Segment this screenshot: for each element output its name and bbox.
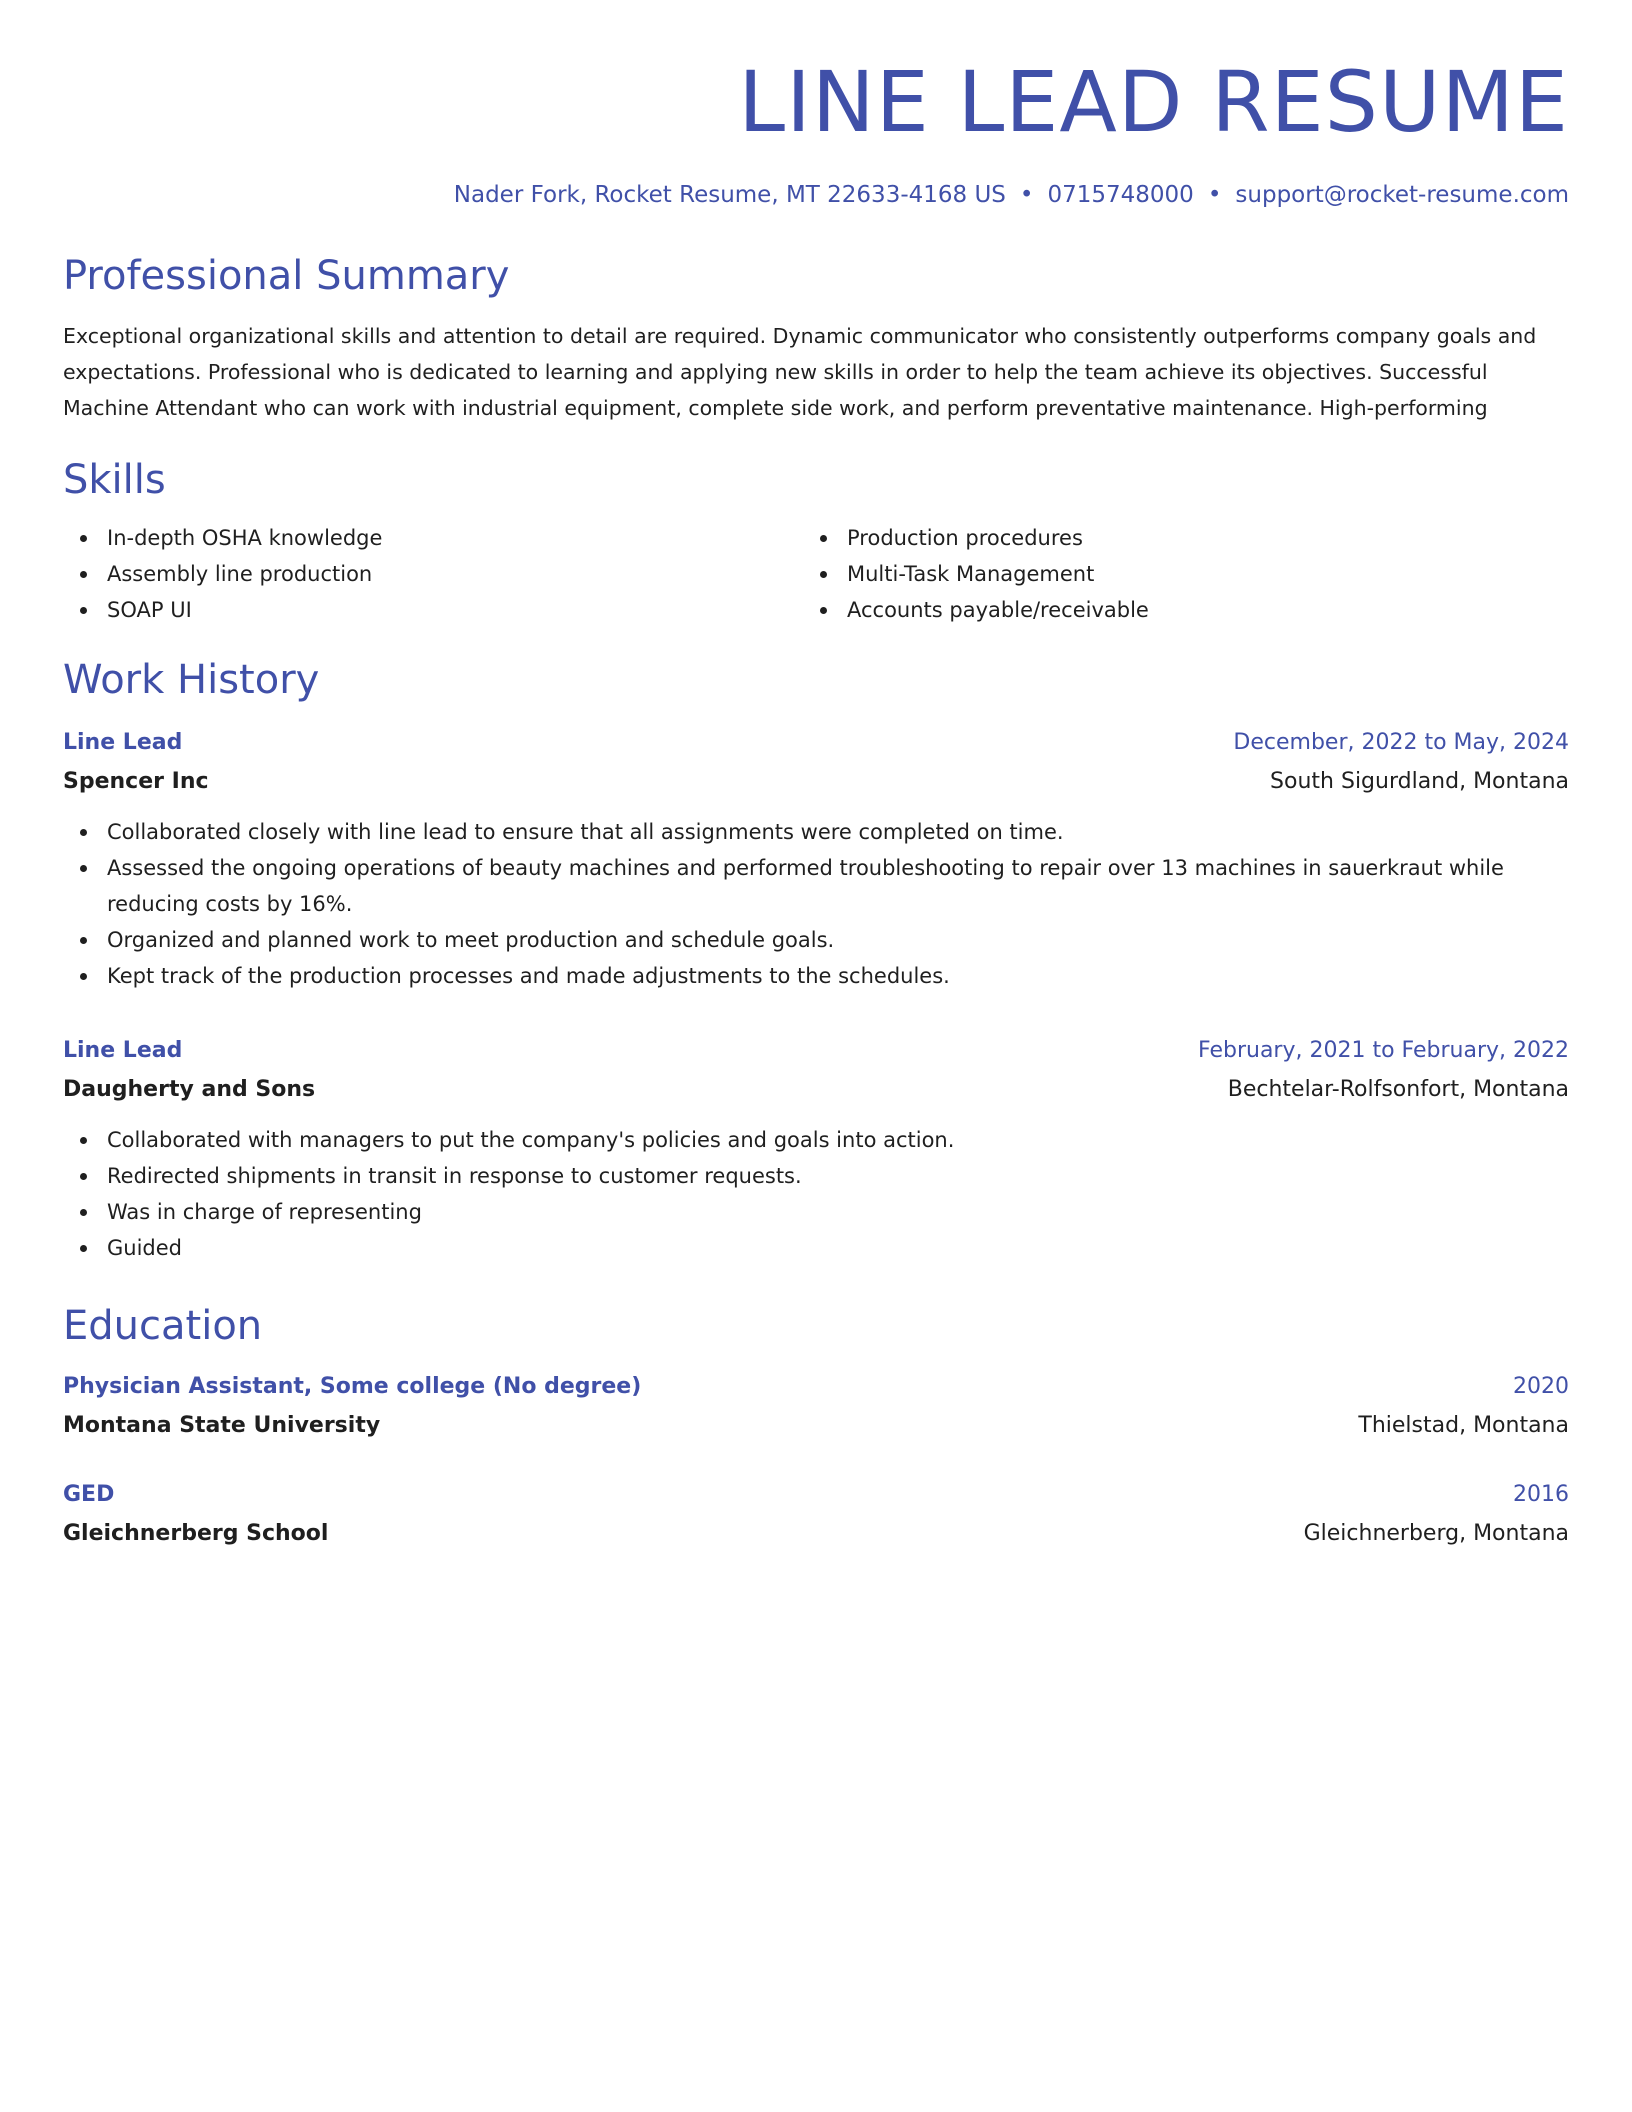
job-bullet: Redirected shipments in transit in response to customer requests. bbox=[63, 1158, 1569, 1194]
resume-title: LINE LEAD RESUME bbox=[738, 53, 1569, 151]
job-bullet: Guided bbox=[63, 1230, 1569, 1266]
skill-item: SOAP UI bbox=[63, 592, 803, 628]
education-location: Gleichnerberg, Montana bbox=[1303, 1521, 1569, 1546]
job-location: Bechtelar-Rolfsonfort, Montana bbox=[1227, 1077, 1569, 1102]
contact-line bbox=[63, 178, 1569, 212]
education-school: Gleichnerberg School bbox=[63, 1521, 329, 1546]
summary-text: Exceptional organizational skills and attention to detail are required. Dynamic communicator who consistently outperforms company goals and expectations. Professional who is dedicated to learning and applying new skills in order to help the team achieve its objectives. Successful Machine Attendant who can work with industrial equipment, complete side work, and perform preventative maintenance. High-performing bbox=[63, 324, 1537, 420]
education-header-row bbox=[63, 1368, 1569, 1406]
job-entry bbox=[63, 724, 1569, 994]
education-year: 2020 bbox=[1513, 1374, 1569, 1399]
job-bullet: Was in charge of representing bbox=[63, 1194, 1569, 1230]
education-school: Montana State University bbox=[63, 1413, 381, 1438]
education-school-row bbox=[63, 1514, 1569, 1554]
education-school-row bbox=[63, 1406, 1569, 1446]
job-dates: February, 2021 to February, 2022 bbox=[1198, 1038, 1569, 1063]
job-dates: December, 2022 to May, 2024 bbox=[1233, 730, 1569, 755]
job-bullets bbox=[63, 1122, 1569, 1266]
job-bullet: Collaborated closely with line lead to ensure that all assignments were completed on time. bbox=[63, 814, 1569, 850]
job-company: Daugherty and Sons bbox=[63, 1077, 316, 1102]
contact-separator: • bbox=[1207, 182, 1222, 208]
skill-item: Accounts payable/receivable bbox=[803, 592, 1543, 628]
contact-address: Nader Fork, Rocket Resume, MT 22633-4168 US bbox=[453, 182, 1006, 208]
job-header-row bbox=[63, 724, 1569, 762]
education-entry bbox=[63, 1476, 1569, 1554]
skill-item: Production procedures bbox=[803, 520, 1543, 556]
education-degree: Physician Assistant, Some college (No degree) bbox=[63, 1374, 642, 1399]
job-bullet: Organized and planned work to meet production and schedule goals. bbox=[63, 922, 1569, 958]
education-location: Thielstad, Montana bbox=[1358, 1413, 1569, 1438]
education-degree: GED bbox=[63, 1482, 115, 1507]
job-header-row bbox=[63, 1032, 1569, 1070]
education-entry bbox=[63, 1368, 1569, 1446]
contact-separator: • bbox=[1019, 182, 1034, 208]
education-header-row bbox=[63, 1476, 1569, 1514]
contact-phone: 0715748000 bbox=[1047, 182, 1194, 208]
job-company-row bbox=[63, 1070, 1569, 1110]
skill-item: Multi-Task Management bbox=[803, 556, 1543, 592]
skill-item: In-depth OSHA knowledge bbox=[63, 520, 803, 556]
job-role: Line Lead bbox=[63, 730, 183, 755]
job-company-row bbox=[63, 762, 1569, 802]
education-year: 2016 bbox=[1513, 1482, 1569, 1507]
job-entry bbox=[63, 1032, 1569, 1266]
skill-item: Assembly line production bbox=[63, 556, 803, 592]
skills-list bbox=[63, 520, 1569, 628]
job-company: Spencer Inc bbox=[63, 769, 209, 794]
work-history-heading: Work History bbox=[63, 657, 320, 703]
summary-heading: Professional Summary bbox=[63, 253, 510, 299]
skills-heading: Skills bbox=[63, 457, 166, 503]
job-bullet: Collaborated with managers to put the company's policies and goals into action. bbox=[63, 1122, 1569, 1158]
job-bullet: Kept track of the production processes and made adjustments to the schedules. bbox=[63, 958, 1569, 994]
job-role: Line Lead bbox=[63, 1038, 183, 1063]
contact-email: support@rocket-resume.com bbox=[1235, 182, 1569, 208]
skills-column-left bbox=[63, 520, 803, 628]
job-bullet: Assessed the ongoing operations of beauty machines and performed troubleshooting to repair over 13 machines in sauerkraut while reducing costs by 16%. bbox=[63, 850, 1569, 922]
education-heading: Education bbox=[63, 1303, 263, 1349]
job-bullets bbox=[63, 814, 1569, 994]
job-location: South Sigurdland, Montana bbox=[1270, 769, 1569, 794]
skills-column-right bbox=[803, 520, 1543, 628]
